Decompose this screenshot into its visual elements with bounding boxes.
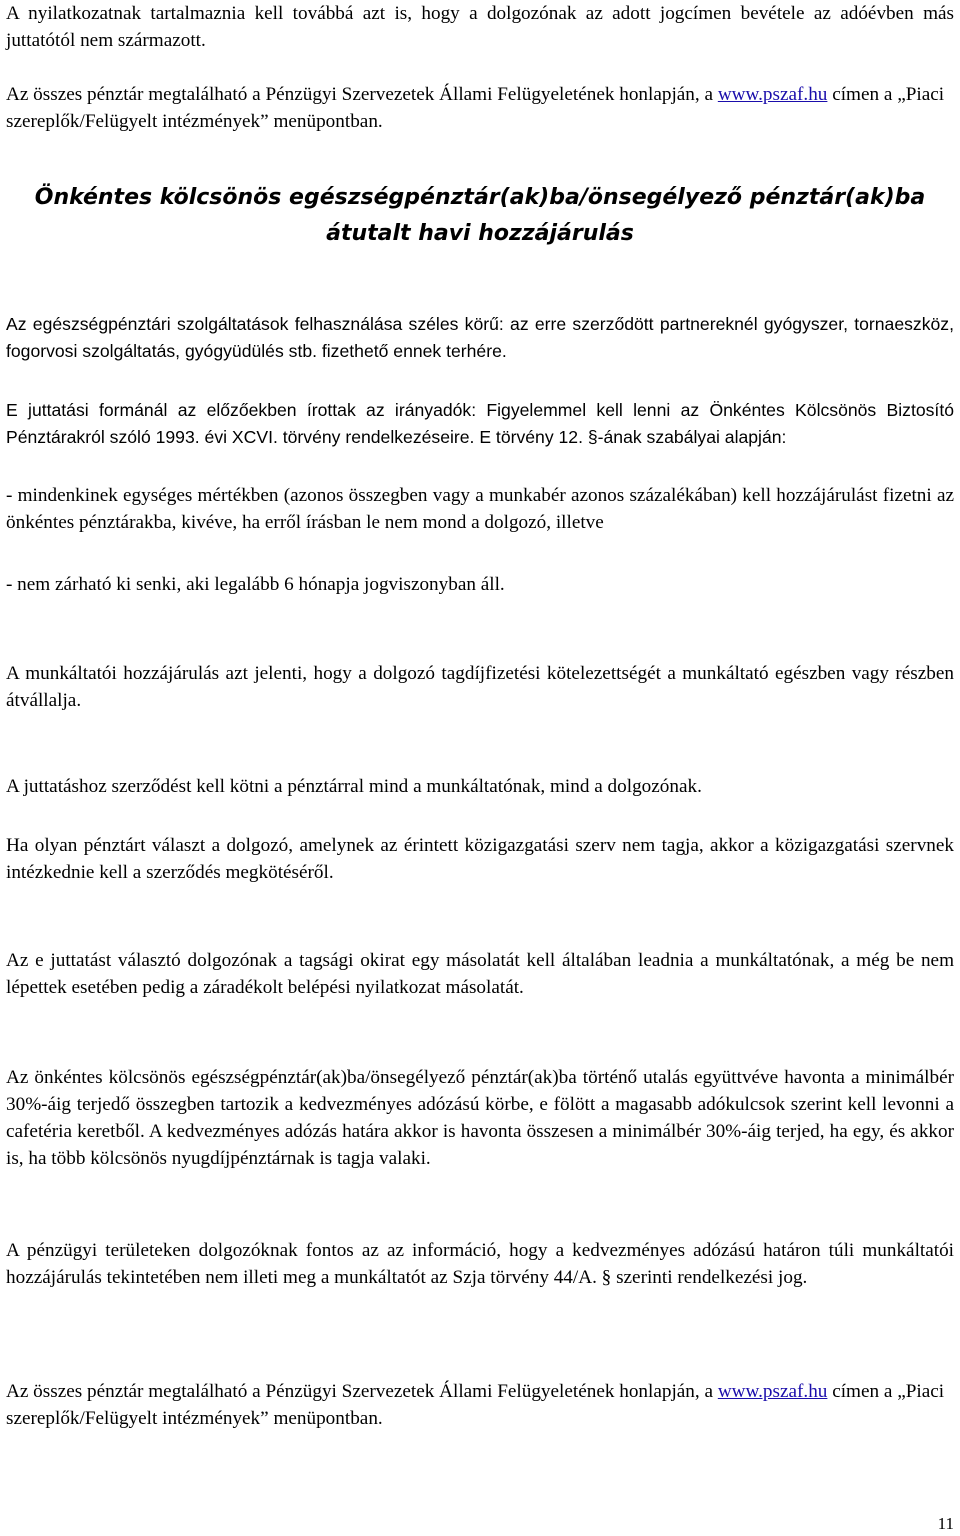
pszaf-link[interactable]: www.pszaf.hu bbox=[717, 84, 828, 105]
outro-pszaf-paragraph bbox=[6, 1378, 954, 1432]
section-heading-line-1: Önkéntes kölcsönös egészségpénztár(ak)ba/önsegélyező pénztár(ak)ba bbox=[34, 185, 926, 210]
pszaf-link-bottom[interactable]: www.pszaf.hu bbox=[717, 1381, 828, 1402]
membership-document-paragraph: Az e juttatást választó dolgozónak a tagsági okirat egy másolatát kell általában leadnia a munkáltatónak, a még be nem lépettek esetében pedig a záradékolt belépési nyilatkozat másolatát. bbox=[6, 950, 954, 998]
rules-intro-paragraph: E juttatási formánál az előzőekben írottak az irányadók: Figyelemmel kell lenni az Önkéntes Kölcsönös Biztosító Pénztárakról szóló 1993. évi XCVI. törvény rendelkezéseire. E törvény 12. §-ának szabályai alapján: bbox=[6, 400, 954, 447]
transfer-tax-paragraph: Az önkéntes kölcsönös egészségpénztár(ak)ba/önsegélyező pénztár(ak)ba történő utalás együttvéve havonta a minimálbér 30%-áig terjedő összegben tartozik a kedvezményes adózású körbe, e fölött a magasabb adókulcsok szerint kell levonni a cafetéria keretből. A kedvezményes adózás határa akkor is havonta összesen a minimálbér 30%-áig terjed, ha egy, és akkor is, ha több kölcsönös nyugdíjpénztárnak is tagja valaki. bbox=[6, 1067, 954, 1169]
outro-pszaf-text-before: Az összes pénztár megtalálható a Pénzügyi Szervezetek Állami Felügyeletének honlapján, a bbox=[6, 1381, 718, 1402]
intro-pszaf-text-before: Az összes pénztár megtalálható a Pénzügyi Szervezetek Állami Felügyeletének honlapján, a bbox=[6, 84, 718, 105]
intro-pszaf-paragraph bbox=[6, 81, 954, 135]
outro-pszaf-text-after: címen a „Piaci szereplők/Felügyelt intézmények” menüpontban. bbox=[6, 1381, 945, 1429]
finance-info-paragraph: A pénzügyi területeken dolgozóknak fontos az az információ, hogy a kedvezményes adózású határon túli munkáltatói hozzájárulás tekintetében nem illeti meg a munkáltatót az Szja törvény 44/A. § szerinti rendelkezési jog. bbox=[6, 1240, 954, 1288]
services-paragraph: Az egészségpénztári szolgáltatások felhasználása széles körű: az erre szerződött partnereknél gyógyszer, tornaeszköz, fogorvosi szolgáltatás, gyógyüdülés stb. fizethető ennek terhére. bbox=[6, 314, 954, 361]
non-member-fund-paragraph: Ha olyan pénztárt választ a dolgozó, amelynek az érintett közigazgatási szerv nem tagja, akkor a közigazgatási szervnek intézkednie kell a szerződés megkötéséről. bbox=[6, 835, 954, 883]
contract-paragraph: A juttatáshoz szerződést kell kötni a pénztárral mind a munkáltatónak, mind a dolgozónak. bbox=[6, 776, 702, 797]
page-number: 11 bbox=[937, 1514, 954, 1533]
intro-pszaf-text-after: címen a „Piaci szereplők/Felügyelt intézmények” menüpontban. bbox=[6, 84, 945, 132]
employer-contribution-paragraph: A munkáltatói hozzájárulás azt jelenti, hogy a dolgozó tagdíjfizetési kötelezettségét a munkáltató egészben vagy részben átvállalja. bbox=[6, 663, 954, 711]
rules-item-no-exclusion: - nem zárható ki senki, aki legalább 6 hónapja jogviszonyban áll. bbox=[6, 574, 505, 595]
rules-item-uniform: - mindenkinek egységes mértékben (azonos összegben vagy a munkabér azonos százalékában) kell hozzájárulást fizetni az önkéntes pénztárakba, kivéve, ha erről írásban le nem mond a dolgozó, illetve bbox=[6, 485, 954, 533]
section-heading bbox=[0, 180, 960, 252]
section-heading-line-2: átutalt havi hozzájárulás bbox=[326, 221, 634, 246]
intro-declaration-paragraph: A nyilatkozatnak tartalmaznia kell továbbá azt is, hogy a dolgozónak az adott jogcímen bevétele az adóévben más juttatótól nem származott. bbox=[6, 3, 954, 51]
